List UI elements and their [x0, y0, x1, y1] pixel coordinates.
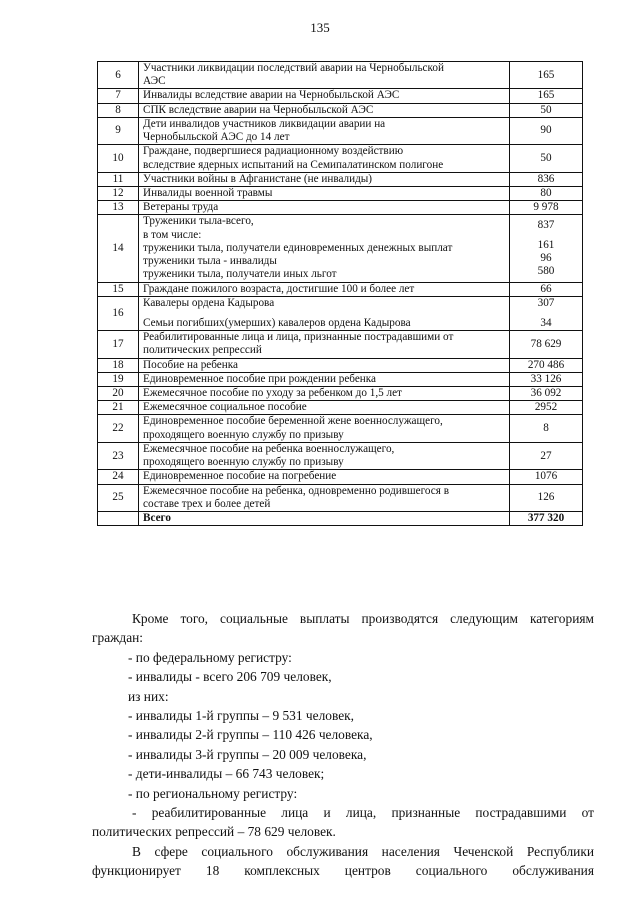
row-number: 17: [98, 331, 139, 358]
regional-register-item: - по региональному регистру:: [128, 785, 298, 801]
row-category: [139, 215, 510, 282]
table-row: [98, 296, 583, 330]
category-line: АЭС: [143, 75, 166, 88]
category-line: Ежемесячное пособие по уходу за ребенком до 1,5 лет: [143, 387, 402, 400]
table-row: [98, 186, 583, 200]
federal-register-item: - по федеральному регистру:: [128, 649, 292, 665]
category-line: вследствие ядерных испытаний на Семипалатинском полигоне: [143, 158, 444, 171]
category-line: СПК вследствие аварии на Чернобыльской АЭС: [143, 103, 374, 116]
rehabilitated-item-line-1: - реабилитированные лица и лица, признанные пострадавшими от: [132, 805, 594, 821]
total-num-cell: [98, 512, 139, 526]
category-line: Дети инвалидов участников ликвидации аварии на: [143, 117, 386, 130]
value-line: 307: [537, 296, 555, 309]
row-number: 12: [98, 186, 139, 200]
value-line: 80: [540, 186, 552, 199]
value-line: 2952: [534, 401, 558, 414]
value-line: 8: [543, 422, 549, 435]
rehabilitated-item-line-2: политических репрессий – 78 629 человек.: [92, 824, 336, 840]
category-line: труженики тыла - инвалиды: [143, 255, 277, 268]
row-number: 6: [98, 62, 139, 89]
value-line: 96: [540, 251, 552, 264]
value-line: 36 092: [530, 387, 562, 400]
row-value: [510, 415, 583, 442]
value-line: 33 126: [530, 372, 562, 385]
total-value: 377 320: [510, 512, 583, 526]
row-number: 10: [98, 145, 139, 172]
spacer: [143, 310, 505, 317]
row-number: 16: [98, 296, 139, 330]
total-label: Всего: [139, 512, 510, 526]
row-category: [139, 186, 510, 200]
value-line: 165: [537, 89, 555, 102]
disabled-children-item: - дети-инвалиды – 66 743 человек;: [128, 766, 325, 782]
category-line: Граждане пожилого возраста, достигшие 100 и более лет: [143, 282, 415, 295]
category-line: труженики тыла, получатели единовременных денежных выплат: [143, 241, 453, 254]
row-category: [139, 296, 510, 330]
category-line: Ежемесячное социальное пособие: [143, 401, 307, 414]
row-value: [510, 201, 583, 215]
table-row: [98, 215, 583, 282]
value-line: 580: [537, 265, 555, 278]
row-category: [139, 62, 510, 89]
category-line: Единовременное пособие на погребение: [143, 470, 337, 483]
intro-paragraph-line-2: граждан:: [92, 630, 144, 646]
category-line: составе трех и более детей: [143, 497, 271, 510]
row-value: [510, 103, 583, 117]
row-number: 15: [98, 282, 139, 296]
row-value: [510, 117, 583, 144]
row-category: [139, 89, 510, 103]
row-value: [510, 62, 583, 89]
value-line: 27: [540, 449, 552, 462]
benefits-table: [97, 61, 583, 526]
row-category: [139, 415, 510, 442]
intro-paragraph-line-1: Кроме того, социальные выплаты производятся следующим категориям: [132, 611, 594, 626]
row-value: [510, 470, 583, 484]
category-line: Единовременное пособие при рождении ребенка: [143, 372, 377, 385]
row-number: 23: [98, 442, 139, 469]
category-line: Участники войны в Афганистане (не инвалиды): [143, 172, 373, 185]
row-number: 24: [98, 470, 139, 484]
category-line: Пособие на ребенка: [143, 358, 238, 371]
row-number: 8: [98, 103, 139, 117]
value-line: 90: [540, 124, 552, 137]
table-row: [98, 415, 583, 442]
row-number: 7: [98, 89, 139, 103]
table-row: [98, 331, 583, 358]
row-value: [510, 387, 583, 401]
row-category: [139, 201, 510, 215]
final-paragraph-line-1: В сфере социального обслуживания населения Чеченской Республики: [132, 843, 594, 859]
row-value: [510, 282, 583, 296]
row-category: [139, 372, 510, 386]
row-value: [510, 186, 583, 200]
value-line: 161: [537, 238, 555, 251]
table-row: [98, 282, 583, 296]
row-value: [510, 172, 583, 186]
value-line: 837: [537, 218, 555, 231]
category-line: проходящего военную службу по призыву: [143, 428, 344, 441]
table-row: [98, 172, 583, 186]
row-category: [139, 387, 510, 401]
category-line: Граждане, подвергшиеся радиационному воздействию: [143, 145, 404, 158]
table-row: [98, 62, 583, 89]
category-line: Реабилитированные лица и лица, признанные пострадавшими от: [143, 331, 454, 344]
value-line: 50: [540, 103, 552, 116]
table-row: [98, 201, 583, 215]
table-row: [98, 372, 583, 386]
row-value: [510, 358, 583, 372]
table-row: [98, 117, 583, 144]
row-value: [510, 145, 583, 172]
row-category: [139, 172, 510, 186]
row-number: 21: [98, 401, 139, 415]
category-line: Кавалеры ордена Кадырова: [143, 296, 275, 309]
row-category: [139, 282, 510, 296]
row-number: 14: [98, 215, 139, 282]
value-line: 50: [540, 151, 552, 164]
value-line: 78 629: [530, 337, 562, 350]
row-category: [139, 145, 510, 172]
spacer: [514, 310, 578, 317]
table-row: [98, 470, 583, 484]
category-line: Инвалиды вследствие аварии на Чернобыльской АЭС: [143, 89, 400, 102]
row-number: 13: [98, 201, 139, 215]
category-line: Труженики тыла-всего,: [143, 215, 254, 228]
table-row: [98, 401, 583, 415]
final-paragraph-line-2: функционирует 18 комплексных центров социального обслуживания: [92, 863, 594, 879]
category-line: Единовременное пособие беременной жене военнослужащего,: [143, 415, 443, 428]
row-value: [510, 442, 583, 469]
row-number: 19: [98, 372, 139, 386]
row-number: 18: [98, 358, 139, 372]
row-value: [510, 215, 583, 282]
value-line: 1076: [534, 470, 558, 483]
value-line: 165: [537, 68, 555, 81]
row-number: 22: [98, 415, 139, 442]
table-body: [98, 62, 583, 526]
page-number: 135: [310, 20, 330, 35]
of-them-label: из них:: [128, 688, 169, 704]
table-row: [98, 387, 583, 401]
value-line: 126: [537, 491, 555, 504]
row-number: 20: [98, 387, 139, 401]
disabled-total-item: - инвалиды - всего 206 709 человек,: [128, 669, 332, 685]
value-line: 66: [540, 282, 552, 295]
value-line: 9 978: [533, 201, 559, 214]
category-line: проходящего военную службу по призыву: [143, 456, 344, 469]
category-line: Семьи погибших(умерших) кавалеров ордена Кадырова: [143, 316, 411, 329]
disabled-group-2-item: - инвалиды 2-й группы – 110 426 человека,: [128, 727, 373, 743]
disabled-group-3-item: - инвалиды 3-й группы – 20 009 человека,: [128, 746, 367, 762]
category-line: политических репрессий: [143, 344, 262, 357]
row-category: [139, 358, 510, 372]
value-line: 34: [540, 316, 552, 329]
value-line: 270 486: [527, 358, 565, 371]
row-category: [139, 401, 510, 415]
category-line: Чернобыльской АЭС до 14 лет: [143, 131, 290, 144]
row-value: [510, 372, 583, 386]
disabled-group-1-item: - инвалиды 1-й группы – 9 531 человек,: [128, 708, 355, 724]
row-category: [139, 484, 510, 511]
table-row: [98, 89, 583, 103]
row-number: 25: [98, 484, 139, 511]
category-line: Ежемесячное пособие на ребенка военнослужащего,: [143, 442, 395, 455]
row-value: [510, 484, 583, 511]
category-line: Инвалиды военной травмы: [143, 186, 273, 199]
table-row: [98, 442, 583, 469]
value-line: 836: [537, 172, 555, 185]
body-text: [92, 609, 594, 881]
table-row: [98, 358, 583, 372]
table-row: [98, 103, 583, 117]
row-category: [139, 117, 510, 144]
row-number: 9: [98, 117, 139, 144]
row-category: [139, 103, 510, 117]
category-line: в том числе:: [143, 228, 202, 241]
category-line: Ежемесячное пособие на ребенка, одновременно родившегося в: [143, 484, 449, 497]
total-row: [98, 512, 583, 526]
table-row: [98, 145, 583, 172]
row-value: [510, 331, 583, 358]
table-row: [98, 484, 583, 511]
row-category: [139, 331, 510, 358]
spacer: [514, 232, 578, 239]
category-line: Ветераны труда: [143, 201, 219, 214]
row-category: [139, 470, 510, 484]
row-value: [510, 296, 583, 330]
category-line: Участники ликвидации последствий аварии на Чернобыльской: [143, 62, 444, 74]
row-category: [139, 442, 510, 469]
row-value: [510, 89, 583, 103]
category-line: труженики тыла, получатели иных льгот: [143, 268, 337, 281]
row-value: [510, 401, 583, 415]
row-number: 11: [98, 172, 139, 186]
